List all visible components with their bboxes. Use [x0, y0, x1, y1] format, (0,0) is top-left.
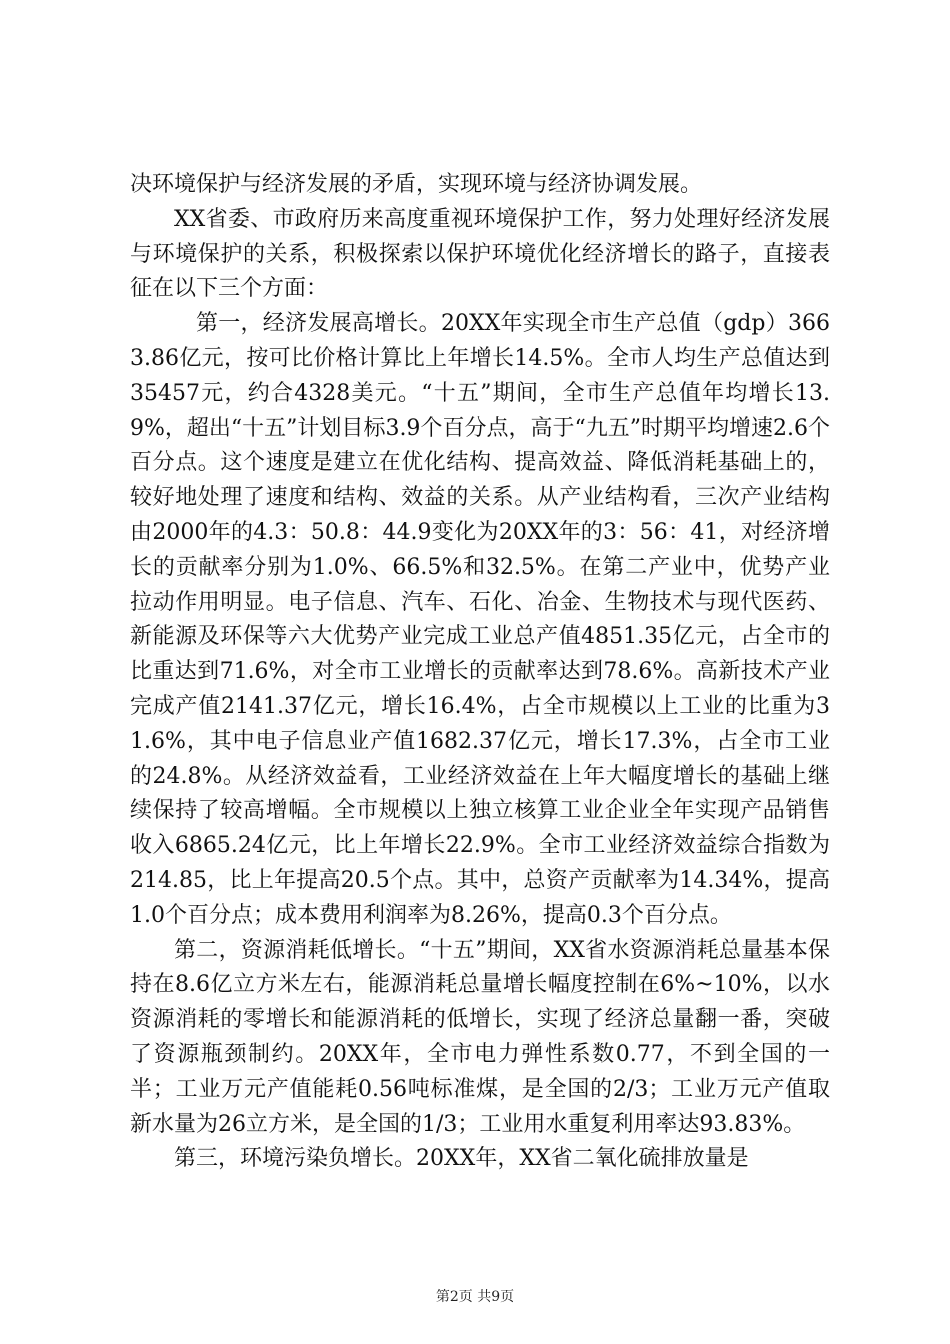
page-number: 第2页 共9页	[435, 1289, 515, 1305]
paragraph-intro: XX省委、市政府历来高度重视环境保护工作，努力处理好经济发展与环境保护的关系，积极探索以保护环境优化经济增长的路子，直接表征在以下三个方面：	[130, 206, 830, 302]
paragraph-third-point: 第三，环境污染负增长。20XX年，XX省二氧化硫排放量是	[174, 1146, 749, 1172]
paragraph-second-point: 第二，资源消耗低增长。“十五”期间，XX省水资源消耗总量基本保持在8.6亿立方米左右，能源消耗总量增长幅度控制在6%~10%，以水资源消耗的零增长和能源消耗的低增长，实现了经济总量翻一番，突破了资源瓶颈制约。20XX年，全市电力弹性系数0.77，不到全国的一半；工业万元产值能耗0.56吨标准煤，是全国的2/3；工业万元产值取新水量为26立方米，是全国的1/3；工业用水重复利用率达93.83%。	[130, 937, 830, 1137]
paragraph-first-point: 第一，经济发展高增长。20XX年实现全市生产总值（gdp）3663.86亿元，按可比价格计算比上年增长14.5%。全市人均生产总值达到35457元，约合4328美元。“十五”期间，全市生产总值年均增长13.9%，超出“十五”计划目标3.9个百分点，高于“九五”时期平均增速2.6个百分点。这个速度是建立在优化结构、提高效益、降低消耗基础上的，较好地处理了速度和结构、效益的关系。从产业结构看，三次产业结构由2000年的4.3：50.8：44.9变化为20XX年的3：56：41，对经济增长的贡献率分别为1.0%、66.5%和32.5%。在第二产业中，优势产业拉动作用明显。电子信息、汽车、石化、冶金、生物技术与现代医药、新能源及环保等六大优势产业完成工业总产值4851.35亿元，占全市的比重达到71.6%，对全市工业增长的贡献率达到78.6%。高新技术产业完成产值2141.37亿元，增长16.4%，占全市规模以上工业的比重为31.6%，其中电子信息业产值1682.37亿元，增长17.3%，占全市工业的24.8%。从经济效益看，工业经济效益在上年大幅度增长的基础上继续保持了较高增幅。全市规模以上独立核算工业企业全年实现产品销售收入6865.24亿元，比上年增长22.9%。全市工业经济效益综合指数为214.85，比上年提高20.5个点。其中，总资产贡献率为14.34%，提高1.0个百分点；成本费用利润率为8.26%，提高0.3个百分点。	[130, 311, 830, 928]
document-body	[130, 168, 830, 1177]
paragraph-continuation: 决环境保护与经济发展的矛盾，实现环境与经济协调发展。	[130, 172, 703, 197]
